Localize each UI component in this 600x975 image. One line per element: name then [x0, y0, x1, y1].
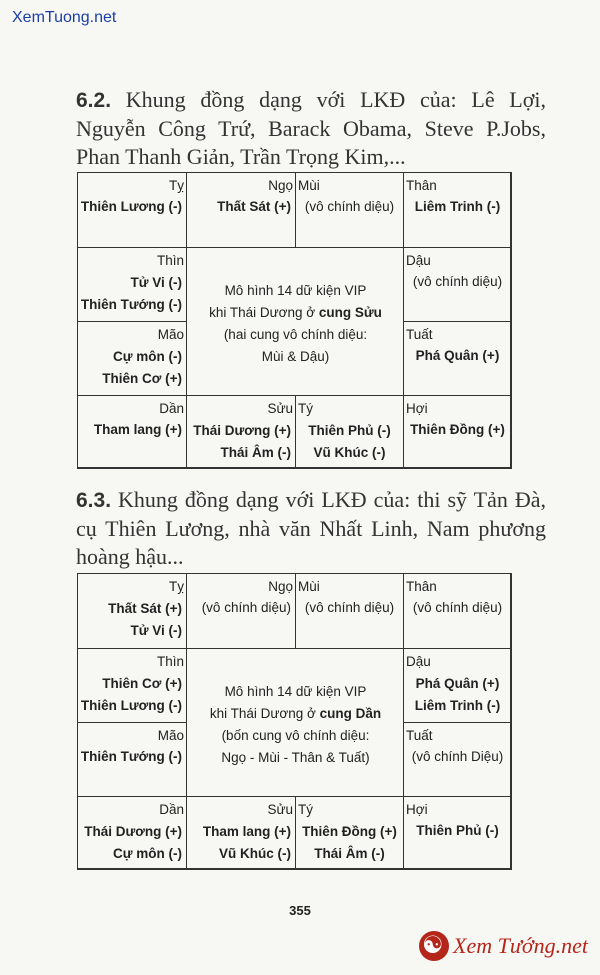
- palace-ngo: [186, 573, 296, 649]
- palace-dau: [403, 247, 512, 322]
- palace-hoi: [403, 796, 512, 870]
- palace-ty: [77, 172, 187, 248]
- palace-branch-label: Thìn: [156, 654, 184, 669]
- palace-mui: [295, 172, 404, 248]
- palace-tys: [295, 796, 404, 870]
- palace-stars: [404, 597, 511, 619]
- palace-branch-label: Tuất: [406, 728, 433, 743]
- palace-branch-label: Sửu: [267, 802, 293, 817]
- palace-mui: [295, 573, 404, 649]
- star-name: Cự môn (-): [112, 846, 182, 861]
- star-name: Liêm Trinh (-): [414, 698, 501, 713]
- center-line2-bold: cung Sửu: [318, 305, 382, 320]
- palace-tuat: [403, 722, 512, 797]
- palace-stars: [404, 673, 511, 717]
- star-name: Thiên Lương (-): [80, 698, 182, 713]
- palace-branch-label: Dần: [159, 802, 184, 817]
- star-name: Tham lang (+): [202, 824, 291, 839]
- palace-branch-label: Hợi: [406, 401, 428, 416]
- palace-suu: [186, 395, 296, 469]
- center-line1: Mô hình 14 dữ kiện VIP: [224, 283, 367, 298]
- palace-stars: [78, 821, 186, 865]
- section-number: 6.3.: [76, 489, 112, 512]
- star-name: Thái Âm (-): [314, 846, 385, 861]
- section-text: Khung đồng dạng với LKĐ của: thi sỹ Tản Đà, cụ Thiên Lương, nhà văn Nhất Linh, Nam phương hoàng hậu...: [76, 487, 547, 569]
- palace-stars: [404, 820, 511, 842]
- palace-branch-label: Dậu: [406, 253, 431, 268]
- center-line4: Mùi & Dậu): [261, 349, 330, 364]
- palace-stars: [404, 196, 511, 218]
- star-name: Thái Dương (+): [84, 824, 182, 839]
- star-name: Phá Quân (+): [415, 676, 500, 691]
- star-name: Thất Sát (+): [217, 199, 291, 214]
- center-line2-bold: cung Dần: [319, 706, 382, 721]
- palace-stars: [404, 345, 511, 367]
- yin-yang-icon: [419, 931, 449, 961]
- star-name: Cự môn (-): [112, 349, 182, 364]
- center-line4: Ngọ - Mùi - Thân & Tuất): [221, 750, 370, 765]
- star-name: Liêm Trinh (-): [414, 199, 501, 214]
- palace-stars: [404, 271, 511, 293]
- center-line3: (bốn cung vô chính diệu:: [221, 728, 370, 743]
- star-name: Thiên Đồng (+): [410, 422, 505, 437]
- palace-stars: [187, 597, 295, 619]
- palace-branch-label: Tý: [298, 401, 313, 416]
- star-name: Thiên Cơ (+): [102, 371, 182, 386]
- star-name: Thiên Đồng (+): [302, 824, 397, 839]
- palace-branch-label: Dậu: [406, 654, 431, 669]
- star-name: Vũ Khúc (-): [313, 445, 386, 460]
- star-name: Thiên Cơ (+): [102, 676, 182, 691]
- palace-stars: [404, 419, 511, 441]
- palace-dau: [403, 648, 512, 723]
- palace-branch-label: Tuất: [406, 327, 433, 342]
- star-name: Thái Âm (-): [220, 445, 291, 460]
- palace-stars: [404, 746, 511, 768]
- palace-stars: [187, 196, 295, 218]
- palace-tys: [295, 395, 404, 469]
- palace-stars: [78, 673, 186, 717]
- palace-branch-label: Mùi: [298, 178, 320, 193]
- center-description: [187, 681, 404, 769]
- section-text: Khung đồng dạng với LKĐ của: Lê Lợi, Nguyễn Công Trứ, Barack Obama, Steve P.Jobs, Phan Thanh Giản, Trần Trọng Kim,...: [76, 87, 546, 169]
- palace-stars: [78, 196, 186, 218]
- palace-branch-label: Tý: [298, 802, 313, 817]
- palace-mao: [77, 321, 187, 396]
- star-name: Thiên Phủ (-): [308, 423, 391, 438]
- palace-stars: [78, 419, 186, 441]
- palace-branch-label: Tỵ: [169, 579, 184, 594]
- palace-stars: [78, 272, 186, 316]
- star-name: (vô chính diệu): [304, 600, 395, 615]
- star-name: (vô chính diệu): [412, 600, 503, 615]
- star-name: Thiên Lương (-): [80, 199, 182, 214]
- palace-branch-label: Ngọ: [268, 178, 293, 193]
- palace-branch-label: Ngọ: [268, 579, 293, 594]
- palace-dan: [77, 395, 187, 469]
- star-name: Thiên Tướng (-): [80, 297, 182, 312]
- palace-tuat: [403, 321, 512, 396]
- star-name: Thiên Tướng (-): [80, 749, 182, 764]
- star-name: (vô chính diệu): [304, 199, 395, 214]
- palace-branch-label: Thân: [406, 178, 437, 193]
- palace-branch-label: Mão: [157, 728, 184, 743]
- star-name: Thiên Phủ (-): [416, 823, 499, 838]
- palace-branch-label: Sửu: [267, 401, 293, 416]
- palace-suu: [186, 796, 296, 870]
- star-name: Tử Vi (-): [130, 275, 182, 290]
- palace-hoi: [403, 395, 512, 469]
- palace-branch-label: Thìn: [156, 253, 184, 268]
- site-logo[interactable]: [419, 931, 588, 961]
- palace-branch-label: Hợi: [406, 802, 428, 817]
- center-line1: Mô hình 14 dữ kiện VIP: [224, 684, 367, 699]
- star-name: (vô chính diệu): [201, 600, 291, 615]
- palace-stars: [187, 821, 295, 865]
- section-heading-6-3: [76, 486, 546, 571]
- center-description: [187, 280, 404, 368]
- palace-stars: [296, 196, 403, 218]
- palace-dan: [77, 796, 187, 870]
- palace-stars: [78, 746, 186, 768]
- chart-grid-6-3: [77, 573, 511, 869]
- palace-than: [403, 172, 512, 248]
- star-name: (vô chính diệu): [412, 274, 503, 289]
- palace-ngo: [186, 172, 296, 248]
- palace-stars: [296, 821, 403, 865]
- palace-branch-label: Mão: [157, 327, 184, 342]
- chart-grid-6-2: [77, 172, 511, 468]
- section-heading-6-2: [76, 86, 546, 171]
- palace-than: [403, 573, 512, 649]
- palace-branch-label: Tỵ: [169, 178, 184, 193]
- palace-branch-label: Dần: [159, 401, 184, 416]
- palace-branch-label: Thân: [406, 579, 437, 594]
- star-name: Vũ Khúc (-): [219, 846, 291, 861]
- palace-stars: [296, 420, 403, 464]
- center-line2-prefix: khi Thái Dương ở: [209, 706, 320, 721]
- palace-thin: [77, 648, 187, 723]
- palace-ty: [77, 573, 187, 649]
- star-name: Tham lang (+): [93, 422, 182, 437]
- palace-mao: [77, 722, 187, 797]
- logo-text: Xem Tướng.net: [453, 933, 588, 958]
- palace-stars: [78, 346, 186, 390]
- star-name: Phá Quân (+): [415, 348, 500, 363]
- center-line2-prefix: khi Thái Dương ở: [209, 305, 319, 320]
- palace-stars: [296, 597, 403, 619]
- section-number: 6.2.: [76, 89, 112, 112]
- palace-stars: [187, 420, 295, 464]
- page-number: 355: [289, 903, 311, 918]
- palace-stars: [78, 598, 186, 642]
- star-name: Thái Dương (+): [193, 423, 291, 438]
- center-line3: (hai cung vô chính diệu:: [223, 327, 368, 342]
- star-name: Tử Vi (-): [130, 623, 182, 638]
- star-name: Thất Sát (+): [108, 601, 182, 616]
- watermark-top[interactable]: XemTuong.net: [12, 9, 117, 26]
- palace-branch-label: Mùi: [298, 579, 320, 594]
- palace-thin: [77, 247, 187, 322]
- star-name: (vô chính Diệu): [411, 749, 504, 764]
